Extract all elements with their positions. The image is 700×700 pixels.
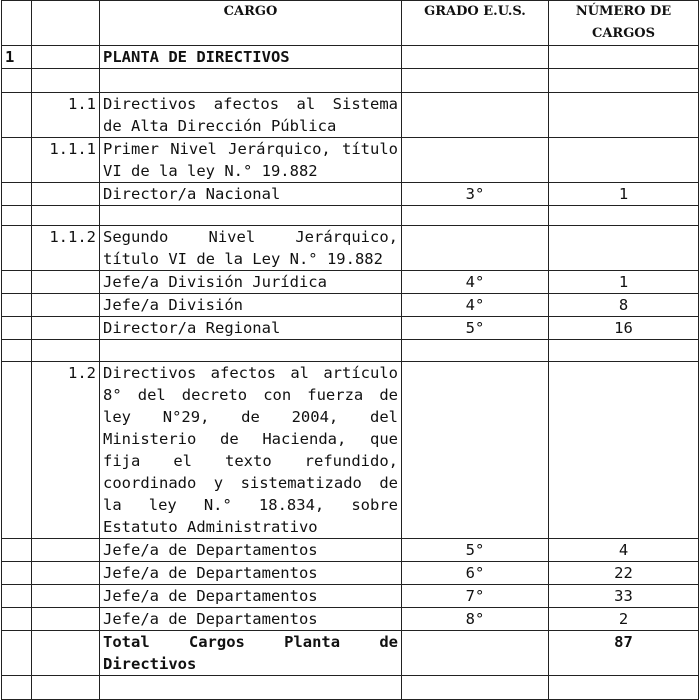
group-number: 1.1 (32, 93, 100, 138)
header-cargo: CARGO (100, 1, 402, 46)
empty-cell (549, 138, 699, 183)
empty-cell (402, 46, 549, 69)
empty-cell (402, 138, 549, 183)
section-row (2, 46, 699, 69)
empty-cell (549, 46, 699, 69)
group-number: 1.2 (32, 362, 100, 539)
spacer-row (2, 206, 699, 226)
empty-cell (549, 226, 699, 271)
empty-cell (402, 226, 549, 271)
group-title: Directivos afectos al artículo 8° del decreto con fuerza de ley N°29, de 2004, del Ministerio de Hacienda, que fija el texto refundido, coordinado y sistematizado de la ley N.° 18.834, sobre Estatuto Administrativo (100, 362, 402, 539)
spacer-row (2, 340, 699, 362)
empty-cell (402, 362, 549, 539)
grado-cell: 5° (402, 317, 549, 340)
group-number: 1.1.2 (32, 226, 100, 271)
grado-cell: 8° (402, 608, 549, 631)
grado-cell: 6° (402, 562, 549, 585)
cargo-cell: Jefe/a de Departamentos (100, 585, 402, 608)
numero-cell: 4 (549, 539, 699, 562)
group-title: Segundo Nivel Jerárquico, título VI de la Ley N.° 19.882 (100, 226, 402, 271)
empty-cell (2, 138, 32, 183)
cargo-cell: Director/a Regional (100, 317, 402, 340)
group-title: Primer Nivel Jerárquico, título VI de la ley N.° 19.882 (100, 138, 402, 183)
total-label: Total Cargos Planta de Directivos (100, 631, 402, 676)
table-row (2, 271, 699, 294)
numero-cell: 2 (549, 608, 699, 631)
group-title: Directivos afectos al Sistema de Alta Dirección Pública (100, 93, 402, 138)
numero-cell: 22 (549, 562, 699, 585)
section-number: 1 (2, 46, 32, 69)
empty-cell (32, 1, 100, 46)
grado-cell: 5° (402, 539, 549, 562)
empty-cell (2, 93, 32, 138)
grado-cell: 7° (402, 585, 549, 608)
numero-cell: 1 (549, 183, 699, 206)
empty-cell (402, 93, 549, 138)
group-row (2, 362, 699, 539)
cargo-cell: Jefe/a División (100, 294, 402, 317)
header-row (2, 1, 699, 46)
empty-cell (2, 1, 32, 46)
grado-cell: 4° (402, 294, 549, 317)
numero-cell: 1 (549, 271, 699, 294)
header-numero: NÚMERO DE CARGOS (549, 1, 699, 46)
empty-cell (2, 226, 32, 271)
numero-cell: 16 (549, 317, 699, 340)
group-number: 1.1.1 (32, 138, 100, 183)
empty-cell (549, 93, 699, 138)
cargos-table (1, 0, 699, 700)
cargo-cell: Jefe/a de Departamentos (100, 539, 402, 562)
table-row (2, 317, 699, 340)
numero-cell: 8 (549, 294, 699, 317)
cargo-cell: Jefe/a de Departamentos (100, 608, 402, 631)
table-row (2, 585, 699, 608)
cargo-cell: Director/a Nacional (100, 183, 402, 206)
section-title: PLANTA DE DIRECTIVOS (100, 46, 402, 69)
grado-cell: 3° (402, 183, 549, 206)
empty-cell (402, 631, 549, 676)
table-row (2, 183, 699, 206)
spacer-row (2, 676, 699, 700)
cargo-cell: Jefe/a División Jurídica (100, 271, 402, 294)
total-numero: 87 (549, 631, 699, 676)
empty-cell (549, 362, 699, 539)
numero-cell: 33 (549, 585, 699, 608)
total-row (2, 631, 699, 676)
table-row (2, 294, 699, 317)
group-row (2, 226, 699, 271)
group-row (2, 138, 699, 183)
group-row (2, 93, 699, 138)
table-row (2, 562, 699, 585)
spacer-row (2, 69, 699, 93)
empty-cell (32, 46, 100, 69)
grado-cell: 4° (402, 271, 549, 294)
table-row (2, 608, 699, 631)
table-row (2, 539, 699, 562)
cargo-cell: Jefe/a de Departamentos (100, 562, 402, 585)
empty-cell (2, 362, 32, 539)
header-grado: GRADO E.U.S. (402, 1, 549, 46)
